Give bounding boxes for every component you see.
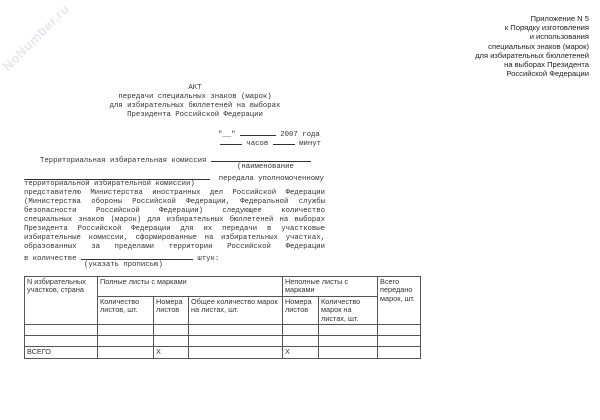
appendix-header: [475, 14, 589, 78]
appendix-line: к Порядку изготовления: [504, 23, 589, 33]
body-line: специальных знаков (марок) для избирательных бюллетеней на выборах: [24, 216, 325, 224]
body-line: безопасности Российской Федерации) следующее количество: [24, 207, 325, 215]
day-field: "__": [218, 131, 236, 139]
header-total: Всего передано марок, шт.: [378, 277, 421, 325]
appendix-line: для избирательных бюллетеней: [475, 50, 589, 60]
header-precinct: N избирательных участков, страна: [25, 277, 98, 325]
hours-label: часов: [246, 140, 269, 148]
act-title: АКТ: [188, 84, 202, 92]
quantity-field: [81, 252, 193, 260]
quantity-label: в количестве: [24, 255, 77, 263]
commission-label: Территориальная избирательная комиссия: [40, 157, 207, 165]
minutes-label: минут: [299, 140, 321, 148]
watermark: NoNumber.ru: [0, 1, 73, 74]
commission-name-field: [211, 154, 311, 162]
transfer-table: [24, 276, 421, 359]
appendix-line: и использования: [529, 32, 589, 42]
total-label: ВСЕГО: [25, 347, 98, 359]
header-partial-sheets: Неполные листы с марками: [283, 277, 378, 297]
table-row: [25, 336, 421, 347]
header-full-total: Общее количество марок на листах, шт.: [189, 296, 283, 324]
quantity-note: (указать прописью): [84, 261, 163, 269]
year-text: 2007 года: [280, 131, 320, 139]
x-mark: X: [154, 347, 189, 359]
quantity-unit: штук:: [197, 255, 220, 263]
body-line: избирательные комиссии, сформированные на избирательных участках,: [24, 234, 325, 242]
table-row: [25, 325, 421, 336]
header-partial-numbers: Номера листов: [283, 296, 319, 324]
total-row: [25, 347, 421, 359]
header-full-count: Количество листов, шт.: [98, 296, 154, 324]
appendix-line: Российской Федерации: [506, 69, 589, 79]
appendix-line: на выборах Президента: [504, 60, 589, 70]
minutes-field: [273, 137, 295, 145]
time-line: [220, 137, 321, 148]
x-mark: X: [283, 347, 319, 359]
act-subtitle: для избирательных бюллетеней на выборах: [109, 102, 281, 110]
appendix-line: специальных знаков (марок): [488, 41, 589, 51]
body-line: Президента Российской Федерации для их передачи в участковые: [24, 225, 325, 233]
commission-name-field-2: [24, 172, 210, 180]
header-full-sheets: Полные листы с марками: [98, 277, 283, 297]
month-field: [240, 128, 276, 136]
header-partial-count: Количество марок на листах, шт.: [319, 296, 378, 324]
header-full-numbers: Номера листов: [154, 296, 189, 324]
act-subtitle: Президента Российской Федерации: [127, 111, 263, 119]
commission-note: (наименование: [237, 163, 294, 171]
act-subtitle: передачи специальных знаков (марок): [118, 93, 272, 101]
appendix-line: Приложение N 5: [530, 14, 589, 23]
hours-field: [220, 137, 242, 145]
body-line: образованных за пределами территории Российской Федерации: [24, 243, 325, 251]
commission-note-end: территориальной избирательной комиссии): [24, 180, 195, 188]
passed-text: передала уполномоченному: [218, 175, 324, 183]
body-line: (Министерства обороны Российской Федерации, Федеральной службы: [24, 198, 325, 206]
body-line: представителю Министерства иностранных дел Российской Федерации: [24, 189, 325, 197]
